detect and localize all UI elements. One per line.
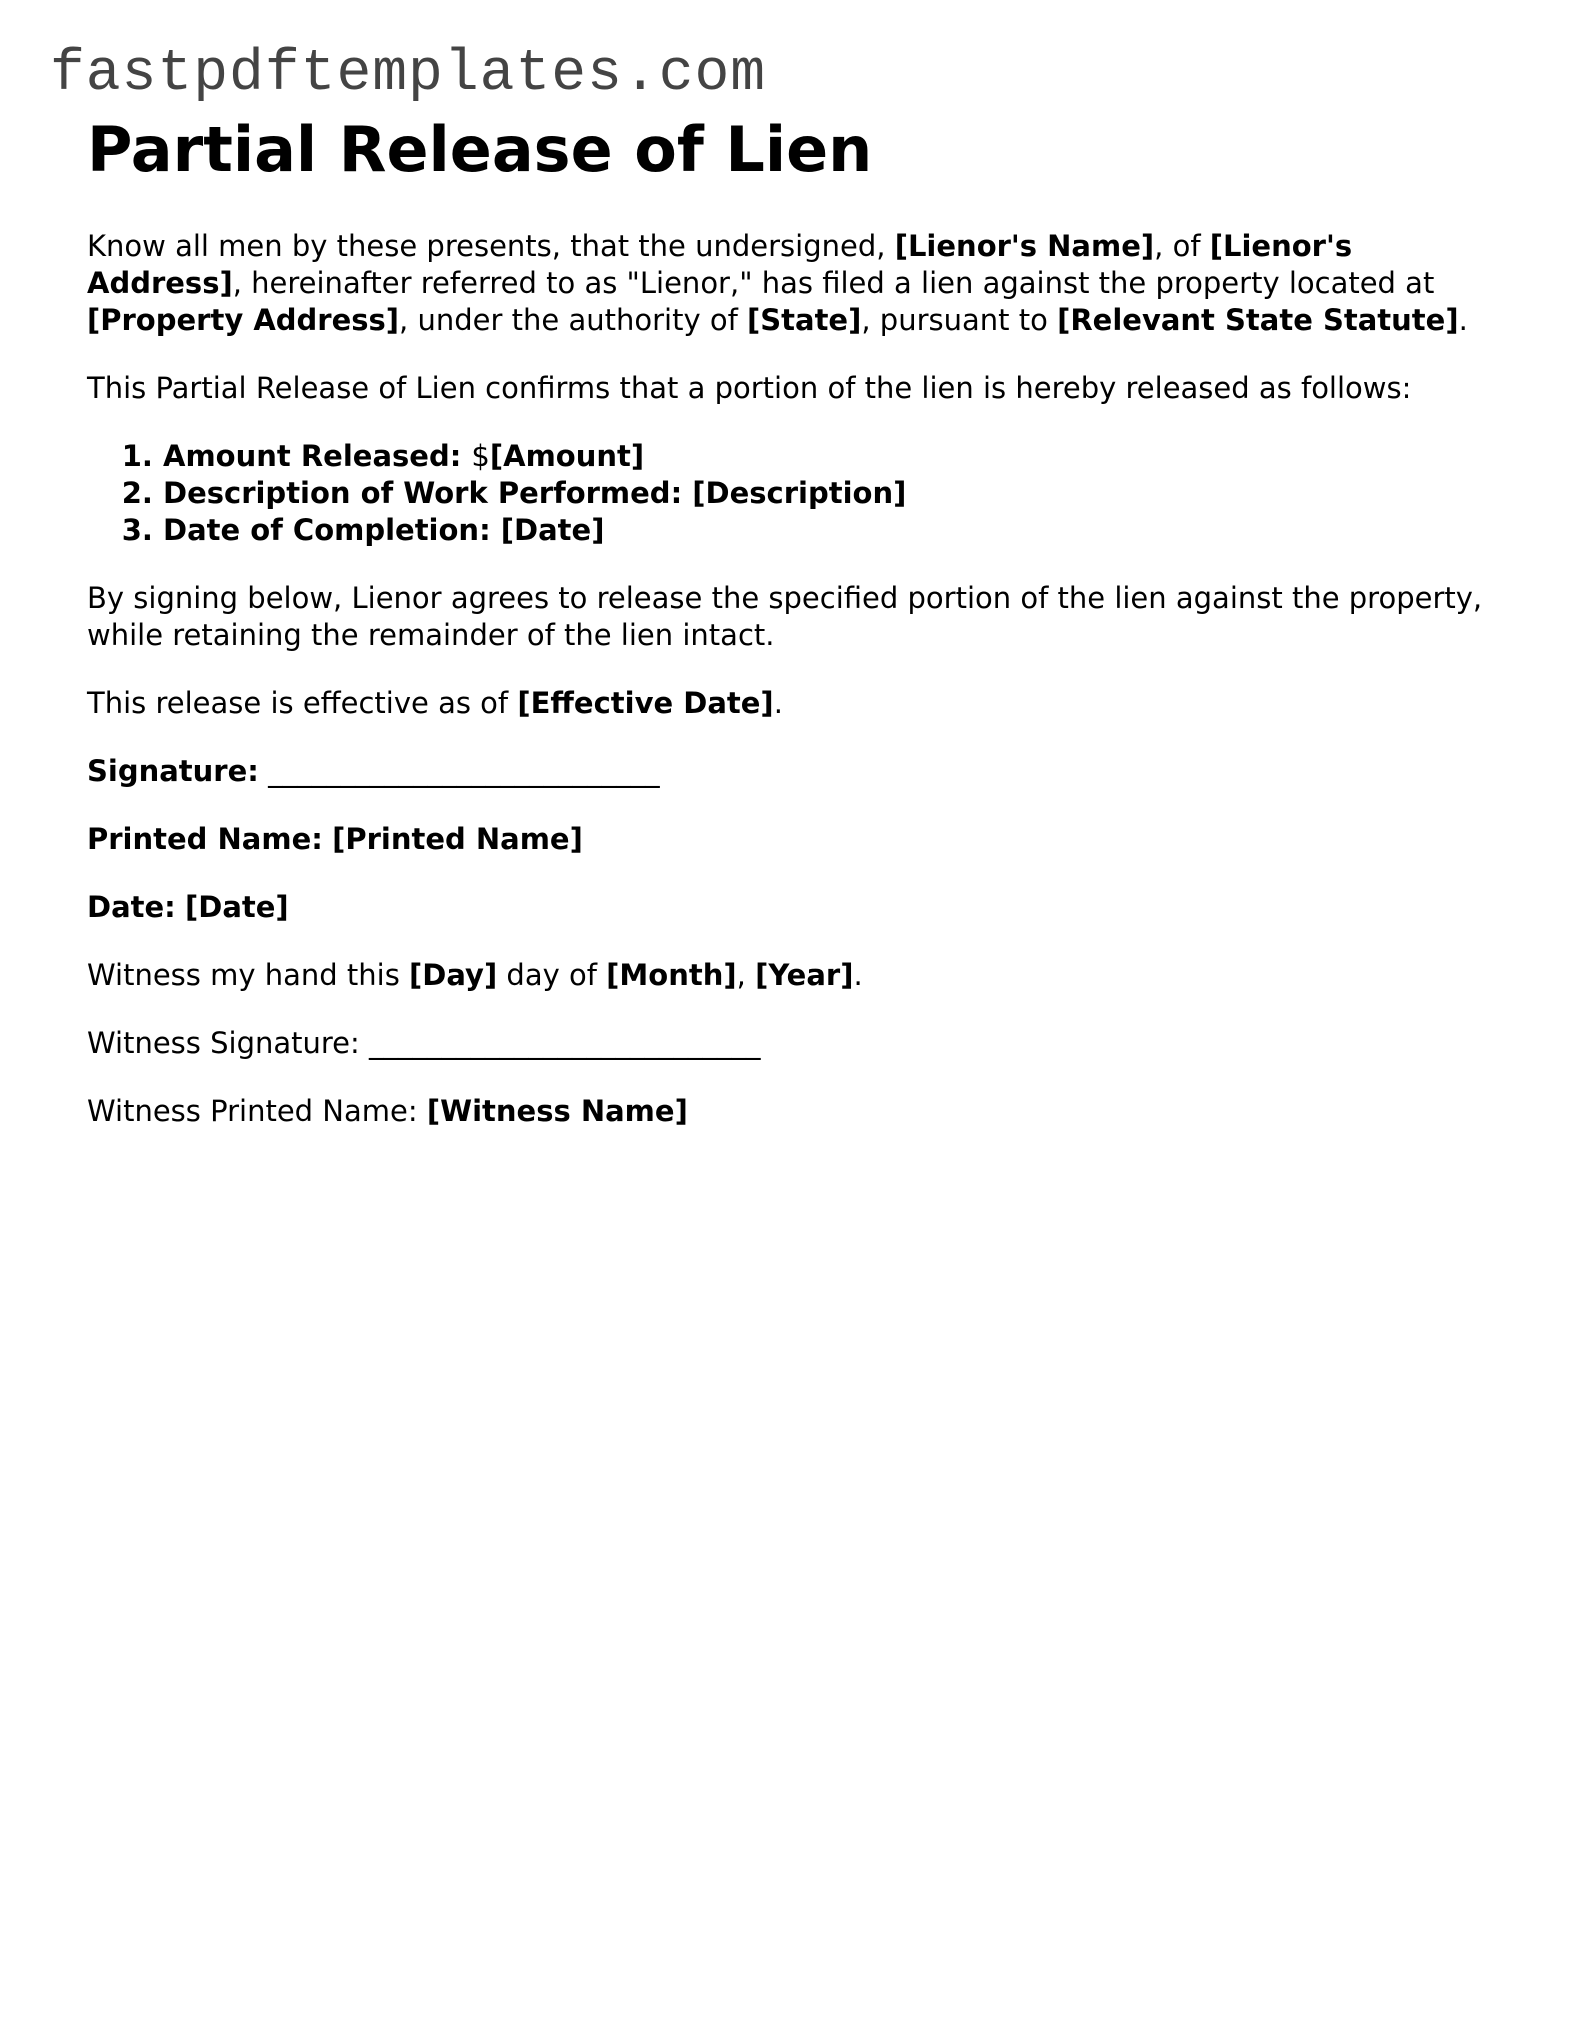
signature-line: ___________________________: [268, 754, 660, 788]
completion-label: Date of Completion:: [163, 513, 491, 547]
signature-label: Signature:: [87, 754, 259, 788]
effective-paragraph: [87, 685, 1487, 722]
effective-text-2: .: [773, 686, 783, 720]
month-field: [Month]: [606, 958, 737, 992]
completion-field: [Date]: [500, 513, 605, 547]
amount-label: Amount Released:: [163, 439, 462, 473]
site-watermark: fastpdftemplates.com: [50, 42, 767, 107]
confirm-paragraph: This Partial Release of Lien confirms that a portion of the lien is hereby released as follows:: [87, 371, 1412, 405]
witness-printed-name-row: [87, 1093, 1487, 1130]
witness-signature-label: Witness Signature:: [87, 1026, 360, 1060]
witness-hand-paragraph: [87, 957, 1487, 994]
signature-row: [87, 753, 1487, 790]
printed-name-label: Printed Name:: [87, 822, 323, 856]
year-field: [Year]: [755, 958, 854, 992]
witness-name-field: [Witness Name]: [426, 1094, 688, 1128]
intro-text-5: , pursuant to: [861, 303, 1058, 337]
day-field: [Day]: [409, 958, 498, 992]
printed-name-field: [Printed Name]: [332, 822, 583, 856]
document-title: Partial Release of Lien: [87, 113, 873, 186]
lienor-name-field: [Lienor's Name]: [894, 229, 1155, 263]
release-details-list: [87, 438, 1487, 549]
date-label: Date:: [87, 890, 176, 924]
list-item-work: [163, 475, 1487, 512]
work-label: Description of Work Performed:: [163, 476, 683, 510]
witness-signature-line: ___________________________: [369, 1026, 761, 1060]
document-body: [87, 112, 1487, 1161]
witness-hand-text-1: Witness my hand this: [87, 958, 410, 992]
witness-hand-text-4: .: [853, 958, 863, 992]
witness-hand-text-2: day of: [497, 958, 607, 992]
intro-paragraph: [87, 228, 1487, 339]
list-item-amount: [163, 438, 1487, 475]
lienor-address-field: [Lienor's Address]: [87, 229, 1353, 300]
list-item-completion: [163, 512, 1487, 549]
effective-date-field: [Effective Date]: [517, 686, 774, 720]
property-address-field: [Property Address]: [87, 303, 400, 337]
date-field: [Date]: [185, 890, 289, 924]
statute-field: [Relevant State Statute]: [1057, 303, 1459, 337]
intro-text-6: .: [1458, 303, 1468, 337]
effective-text-1: This release is effective as of: [87, 686, 518, 720]
witness-hand-text-3: ,: [736, 958, 756, 992]
work-field: [Description]: [692, 476, 907, 510]
intro-text-3: , hereinafter referred to as "Lienor," has filed a lien against the property located at: [232, 266, 1435, 300]
intro-text-4: , under the authority of: [399, 303, 747, 337]
agreement-paragraph: By signing below, Lienor agrees to release the specified portion of the lien against the property, while retaining the remainder of the lien intact.: [87, 581, 1483, 652]
amount-field: [Amount]: [489, 439, 645, 473]
printed-name-row: [87, 821, 1487, 858]
witness-signature-row: [87, 1025, 1487, 1062]
intro-text-2: , of: [1154, 229, 1210, 263]
intro-text-1: Know all men by these presents, that the undersigned,: [87, 229, 895, 263]
witness-printed-name-label: Witness Printed Name:: [87, 1094, 418, 1128]
state-field: [State]: [747, 303, 862, 337]
date-row: [87, 889, 1487, 926]
amount-currency: $: [471, 439, 490, 473]
